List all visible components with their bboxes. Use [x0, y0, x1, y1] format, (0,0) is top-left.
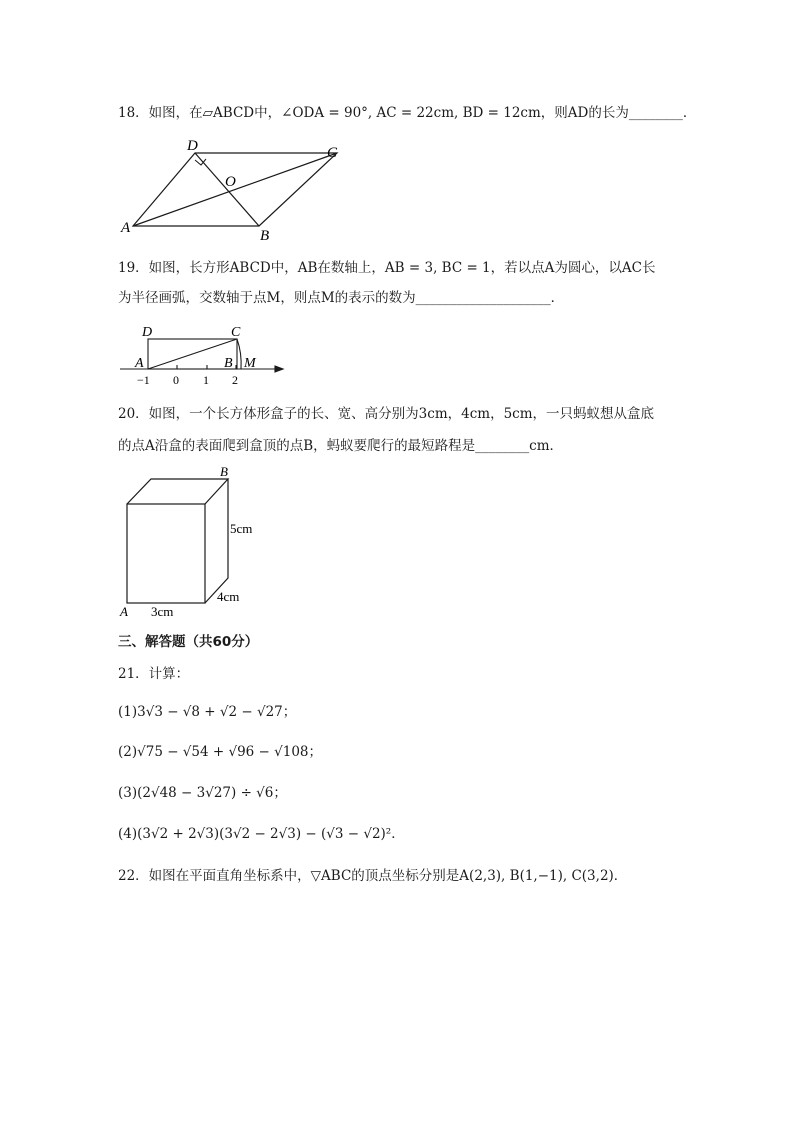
question-22-text: 22．如图在平面直角坐标系中，▽ABC的顶点坐标分别是A(2,3), B(1,−1), C(3,2)．	[118, 868, 628, 884]
tick-label: −1	[137, 373, 150, 387]
width-label: 4cm	[217, 589, 240, 604]
label-C: C	[327, 145, 338, 161]
label-M: M	[244, 356, 256, 371]
label-B: B	[220, 464, 228, 479]
tick-label: 0	[173, 373, 179, 387]
label-O: O	[225, 174, 236, 190]
question-18-text: 18．如图，在▱ABCD中，∠ODA = 90°, AC = 22cm, BD = 12cm，则AD的长为________．	[118, 105, 697, 121]
question-21-item-4: (4)(3√2 + 2√3)(3√2 − 2√3) − (√3 − √2)²．	[118, 826, 405, 842]
question-19-line1: 19．如图，长方形ABCD中，AB在数轴上，AB = 3, BC = 1，若以点A为圆心，以AC长	[118, 260, 656, 276]
label-C: C	[231, 325, 241, 340]
question-20-line2: 的点A沿盒的表面爬到盒顶的点B，蚂蚁要爬行的最短路程是________cm．	[118, 438, 564, 454]
question-20-line1: 20．如图，一个长方体形盒子的长、宽、高分别为3cm，4cm，5cm，一只蚂蚁想从盒底	[118, 406, 655, 422]
question-21-title: 21．计算：	[118, 666, 190, 682]
question-21-item-2: (2)√75 − √54 + √96 − √108；	[118, 744, 323, 760]
number-line-figure	[115, 320, 290, 390]
section-3-heading: 三、解答题（共60分）	[118, 634, 259, 650]
parallelogram-figure	[115, 136, 355, 241]
label-A: A	[135, 356, 144, 371]
label-D: D	[187, 138, 198, 154]
tick-label: 2	[232, 373, 238, 387]
length-label: 3cm	[151, 604, 174, 619]
label-B: B	[224, 356, 233, 371]
question-21-item-1: (1)3√3 − √8 + √2 − √27；	[118, 704, 297, 720]
tick-label: 1	[203, 373, 209, 387]
question-21-item-3: (3)(2√48 − 3√27) ÷ √6；	[118, 785, 287, 801]
box-figure	[115, 462, 265, 622]
question-19-line2: 为半径画弧，交数轴于点M，则点M的表示的数为____________________．	[118, 290, 565, 306]
height-label: 5cm	[230, 521, 253, 536]
label-B: B	[260, 228, 270, 241]
label-D: D	[142, 325, 153, 340]
label-A: A	[121, 220, 131, 236]
label-A: A	[120, 604, 128, 619]
